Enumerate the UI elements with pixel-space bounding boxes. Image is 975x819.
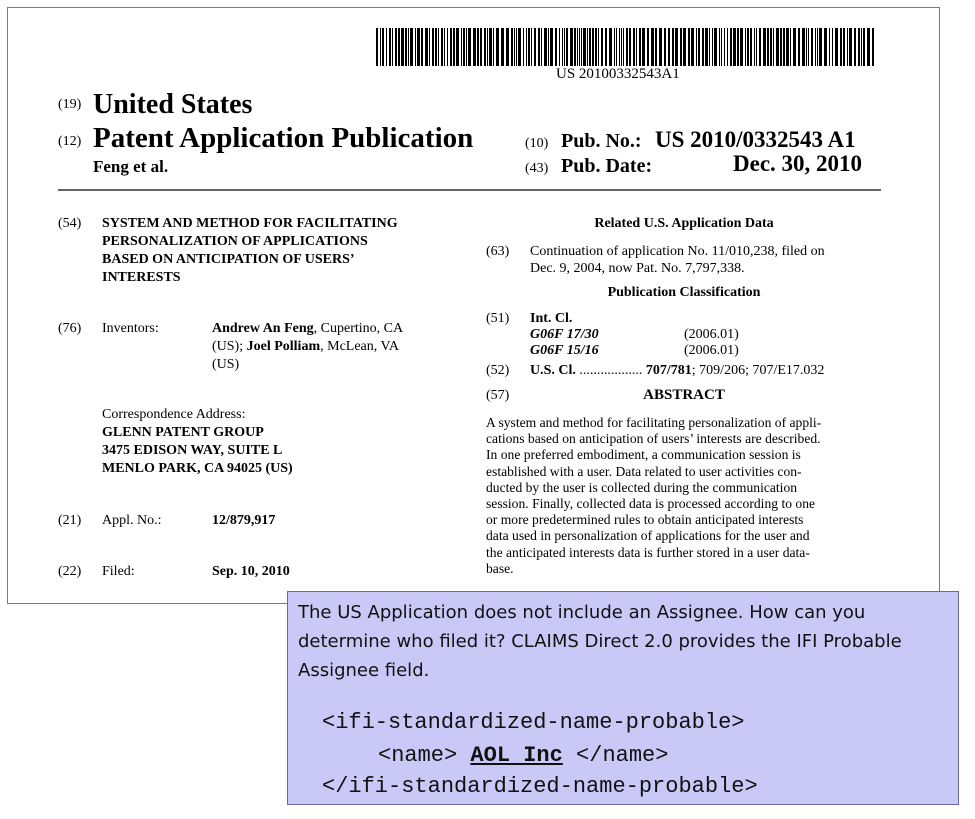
- barcode-bar: [636, 28, 637, 66]
- barcode-bar: [849, 28, 852, 66]
- barcode-bar: [544, 28, 547, 66]
- barcode-bar: [493, 28, 494, 66]
- inventor-short: Feng et al.: [93, 157, 169, 176]
- barcode-bar: [589, 28, 591, 66]
- publication-classification-heading: Publication Classification: [607, 285, 761, 300]
- filed-code: (22): [58, 564, 82, 579]
- pub-date-label: Pub. Date:: [561, 155, 653, 177]
- inventor-1-location: , Cupertino, CA: [313, 321, 404, 336]
- barcode-bar: [435, 28, 437, 66]
- correspondence-label: Correspondence Address:: [102, 407, 246, 422]
- inventors-line-1: [212, 320, 403, 337]
- barcode-bar: [840, 28, 842, 66]
- abstract-heading: ABSTRACT: [643, 387, 725, 403]
- country-title: United States: [93, 89, 253, 120]
- barcode-bar: [824, 28, 827, 66]
- barcode-bar: [562, 28, 563, 66]
- barcode-bar: [747, 28, 749, 66]
- appl-number: 12/879,917: [212, 513, 276, 528]
- barcode-bar: [421, 28, 423, 66]
- barcode-bar: [759, 28, 761, 66]
- barcode-bar: [712, 28, 713, 66]
- barcode-bar: [392, 28, 393, 66]
- probable-assignee-name: AOL Inc: [470, 743, 563, 768]
- barcode-bar: [651, 28, 654, 66]
- barcode-bar: [574, 28, 576, 66]
- barcode-bar: [696, 28, 697, 66]
- header-divider: [58, 189, 881, 191]
- barcode-bar: [714, 28, 717, 66]
- abstract-line: session. Finally, collected data is processed according to one: [486, 496, 816, 512]
- barcode-bar: [564, 28, 565, 66]
- barcode-bar: [691, 28, 694, 66]
- barcode-bar: [380, 28, 381, 66]
- barcode-bar: [395, 28, 397, 66]
- barcode-bar: [450, 28, 452, 66]
- barcode-bar: [583, 28, 586, 66]
- abstract-line: ducted by the user is collected during the communication: [486, 479, 798, 495]
- barcode-bar: [601, 28, 603, 66]
- barcode-bar: [581, 28, 582, 66]
- xml-close-tag: </ifi-standardized-name-probable>: [322, 774, 758, 799]
- barcode-bar: [835, 28, 838, 66]
- barcode-bar: [815, 28, 816, 66]
- barcode-bar: [806, 28, 807, 66]
- class-1-year: (2006.01): [684, 327, 739, 342]
- inventor-1-name: Andrew An Feng: [212, 321, 314, 336]
- barcode-bar: [780, 28, 782, 66]
- us-cl-code: (52): [486, 363, 510, 378]
- class-2-year: (2006.01): [684, 343, 739, 358]
- barcode-bar: [376, 28, 378, 66]
- barcode-bar: [616, 28, 617, 66]
- us-cl-dots: ..................: [579, 363, 643, 378]
- barcode-bar: [647, 28, 649, 66]
- xml-open-tag: <ifi-standardized-name-probable>: [322, 710, 745, 735]
- barcode-bar: [683, 28, 686, 66]
- abstract-line: or more predetermined rules to obtain anticipated interests: [486, 512, 804, 528]
- barcode-bar: [408, 28, 409, 66]
- barcode-bar: [523, 28, 524, 66]
- barcode-bar: [767, 28, 769, 66]
- barcode: [376, 28, 882, 66]
- barcode-bar: [724, 28, 725, 66]
- barcode-bar: [531, 28, 532, 66]
- class-2: G06F 15/16: [530, 343, 599, 358]
- barcode-bar: [461, 28, 462, 66]
- barcode-bar: [614, 28, 615, 66]
- callout-box: [287, 591, 959, 805]
- barcode-bar: [727, 28, 728, 66]
- abstract-line: A system and method for facilitating personalization of appli-: [486, 415, 822, 430]
- callout-note: The US Application does not include an Assignee. How can you determine who filed it? CLAIMS Direct 2.0 provides the IFI Probable Assignee field.: [298, 602, 902, 681]
- title-code: (54): [58, 216, 82, 231]
- inventors-label: Inventors:: [102, 321, 159, 336]
- barcode-bar: [843, 28, 845, 66]
- barcode-bar: [528, 28, 530, 66]
- barcode-bar: [629, 28, 631, 66]
- barcode-bar: [514, 28, 515, 66]
- related-data-heading: Related U.S. Application Data: [594, 216, 774, 231]
- barcode-bar: [432, 28, 434, 66]
- barcode-bar: [550, 28, 553, 66]
- appl-label: Appl. No.:: [102, 513, 162, 528]
- barcode-bar: [737, 28, 739, 66]
- barcode-bar: [659, 28, 662, 66]
- barcode-bar: [756, 28, 757, 66]
- barcode-bar: [633, 28, 635, 66]
- filed-date: Sep. 10, 2010: [212, 564, 290, 579]
- abstract-line: established with a user. Data related to user activities con-: [486, 463, 802, 479]
- barcode-bar: [619, 28, 620, 66]
- barcode-bar: [802, 28, 805, 66]
- barcode-bar: [441, 28, 443, 66]
- barcode-bar: [511, 28, 513, 66]
- continuation-line-1: Continuation of application No. 11/010,238, filed on: [530, 244, 825, 259]
- barcode-bar: [595, 28, 597, 66]
- title-line-1: SYSTEM AND METHOD FOR FACILITATING: [102, 216, 398, 231]
- barcode-bar: [453, 28, 455, 66]
- barcode-bar: [609, 28, 612, 66]
- barcode-bar: [719, 28, 720, 66]
- barcode-bar: [847, 28, 848, 66]
- name-open-tag: <name>: [378, 743, 471, 768]
- barcode-bar: [484, 28, 486, 66]
- inventor-2-location: , McLean, VA: [320, 339, 399, 354]
- abstract-line: data used in personalization of applications for the user and: [486, 528, 810, 544]
- barcode-bar: [555, 28, 557, 66]
- barcode-bar: [730, 28, 732, 66]
- barcode-bar: [832, 28, 833, 66]
- barcode-bar: [534, 28, 536, 66]
- barcode-bar: [559, 28, 560, 66]
- barcode-bar: [447, 28, 448, 66]
- barcode-bar: [668, 28, 670, 66]
- barcode-bar: [410, 28, 413, 66]
- barcode-bar: [858, 28, 860, 66]
- barcode-bar: [819, 28, 822, 66]
- barcode-bar: [642, 28, 645, 66]
- barcode-bar: [740, 28, 743, 66]
- barcode-bar: [417, 28, 420, 66]
- inventors-code: (76): [58, 321, 82, 336]
- class-1: G06F 17/30: [530, 327, 599, 342]
- barcode-bar: [566, 28, 568, 66]
- barcode-bar: [398, 28, 400, 66]
- barcode-bar: [639, 28, 641, 66]
- barcode-bar: [592, 28, 594, 66]
- barcode-bar: [473, 28, 476, 66]
- barcode-bar: [587, 28, 588, 66]
- pub-no-value: US 2010/0332543 A1: [655, 127, 856, 152]
- barcode-bar: [745, 28, 746, 66]
- us-cl-label: U.S. Cl.: [530, 363, 576, 378]
- inventors-line-2: [212, 338, 399, 355]
- abstract-line: cations based on anticipation of users’ interests are described.: [486, 431, 821, 447]
- barcode-bar: [750, 28, 752, 66]
- barcode-bar: [861, 28, 862, 66]
- code-10: (10): [525, 136, 549, 151]
- name-close-tag: </name>: [562, 743, 669, 768]
- pub-no-label: Pub. No.:: [561, 130, 642, 152]
- barcode-bar: [688, 28, 690, 66]
- barcode-bar: [867, 28, 870, 66]
- barcode-bar: [863, 28, 865, 66]
- barcode-bar: [854, 28, 856, 66]
- barcode-bar: [386, 28, 387, 66]
- barcode-bar: [754, 28, 755, 66]
- barcode-bar: [664, 28, 666, 66]
- barcode-bar: [438, 28, 439, 66]
- title-line-3: BASED ON ANTICIPATION OF USERS’: [102, 252, 355, 267]
- barcode-bar: [872, 28, 874, 66]
- barcode-bar: [733, 28, 736, 66]
- barcode-bar: [598, 28, 599, 66]
- us-cl-line: [530, 362, 824, 379]
- barcode-bar: [623, 28, 624, 66]
- correspondence-line-3: MENLO PARK, CA 94025 (US): [102, 461, 293, 476]
- barcode-bar: [621, 28, 622, 66]
- abstract-line: In one preferred embodiment, a communication session is: [486, 447, 801, 463]
- doc-type-title: Patent Application Publication: [93, 122, 474, 154]
- barcode-bar: [680, 28, 682, 66]
- filed-label: Filed:: [102, 564, 135, 579]
- abstract-body: [486, 415, 821, 577]
- barcode-bar: [477, 28, 479, 66]
- abstract-line: base.: [486, 560, 514, 576]
- barcode-bar: [579, 28, 580, 66]
- correspondence-line-2: 3475 EDISON WAY, SUITE L: [102, 443, 283, 458]
- barcode-bar: [415, 28, 416, 66]
- barcode-bar: [829, 28, 830, 66]
- us-cl-main: 707/781: [645, 363, 692, 378]
- barcode-bar: [783, 28, 785, 66]
- barcode-bar: [705, 28, 708, 66]
- barcode-bar: [516, 28, 517, 66]
- barcode-bar: [672, 28, 674, 66]
- barcode-bar: [468, 28, 471, 66]
- barcode-bar: [526, 28, 527, 66]
- title-line-2: PERSONALIZATION OF APPLICATIONS: [102, 234, 368, 249]
- us-cl-rest: ; 709/206; 707/E17.032: [691, 363, 825, 378]
- inventor-2-name: Joel Polliam: [246, 339, 321, 354]
- barcode-bar: [786, 28, 789, 66]
- code-19: (19): [58, 97, 82, 112]
- barcode-bar: [489, 28, 492, 66]
- abstract-line: the anticipated interests data is further stored in a user data-: [486, 544, 810, 560]
- barcode-bar: [463, 28, 465, 66]
- appl-code: (21): [58, 513, 82, 528]
- title-line-4: INTERESTS: [102, 270, 181, 285]
- barcode-bar: [808, 28, 809, 66]
- barcode-bar: [506, 28, 509, 66]
- barcode-bar: [773, 28, 774, 66]
- barcode-bar: [675, 28, 678, 66]
- int-cl-code: (51): [486, 311, 510, 326]
- barcode-bar: [793, 28, 796, 66]
- barcode-bar: [817, 28, 818, 66]
- barcode-bar: [709, 28, 710, 66]
- barcode-bar: [626, 28, 628, 66]
- barcode-bar: [702, 28, 704, 66]
- barcode-bar: [401, 28, 404, 66]
- barcode-bar: [487, 28, 488, 66]
- barcode-bar: [790, 28, 791, 66]
- barcode-bar: [425, 28, 428, 66]
- inventor-2-country: (US): [212, 357, 240, 372]
- barcode-bar: [538, 28, 540, 66]
- barcode-bar: [770, 28, 772, 66]
- barcode-bar: [698, 28, 700, 66]
- barcode-bar: [798, 28, 800, 66]
- barcode-bar: [721, 28, 722, 66]
- barcode-bar: [570, 28, 573, 66]
- barcode-bar: [605, 28, 607, 66]
- barcode-bar: [655, 28, 657, 66]
- barcode-bar: [389, 28, 391, 66]
- inventor-1-country: (US);: [212, 339, 247, 354]
- continuation-line-2: Dec. 9, 2004, now Pat. No. 7,797,338.: [530, 261, 745, 276]
- barcode-bar: [496, 28, 499, 66]
- barcode-bar: [456, 28, 459, 66]
- barcode-bar: [811, 28, 813, 66]
- barcode-bar: [405, 28, 407, 66]
- barcode-bar: [776, 28, 779, 66]
- pub-date-value: Dec. 30, 2010: [733, 151, 863, 176]
- code-12: (12): [58, 134, 82, 149]
- barcode-bar: [518, 28, 521, 66]
- barcode-bar: [548, 28, 549, 66]
- correspondence-line-1: GLENN PATENT GROUP: [102, 425, 264, 440]
- barcode-bar: [480, 28, 482, 66]
- barcode-bar: [382, 28, 384, 66]
- code-43: (43): [525, 161, 549, 176]
- barcode-bar: [541, 28, 542, 66]
- barcode-bar: [763, 28, 766, 66]
- barcode-number: US 20100332543A1: [556, 66, 680, 82]
- barcode-bar: [577, 28, 578, 66]
- barcode-bar: [429, 28, 430, 66]
- abstract-code: (57): [486, 388, 510, 403]
- continuation-code: (63): [486, 244, 510, 259]
- barcode-bar: [444, 28, 445, 66]
- xml-name-line: [378, 743, 668, 768]
- barcode-bar: [466, 28, 467, 66]
- int-cl-label: Int. Cl.: [530, 311, 573, 326]
- barcode-bar: [501, 28, 504, 66]
